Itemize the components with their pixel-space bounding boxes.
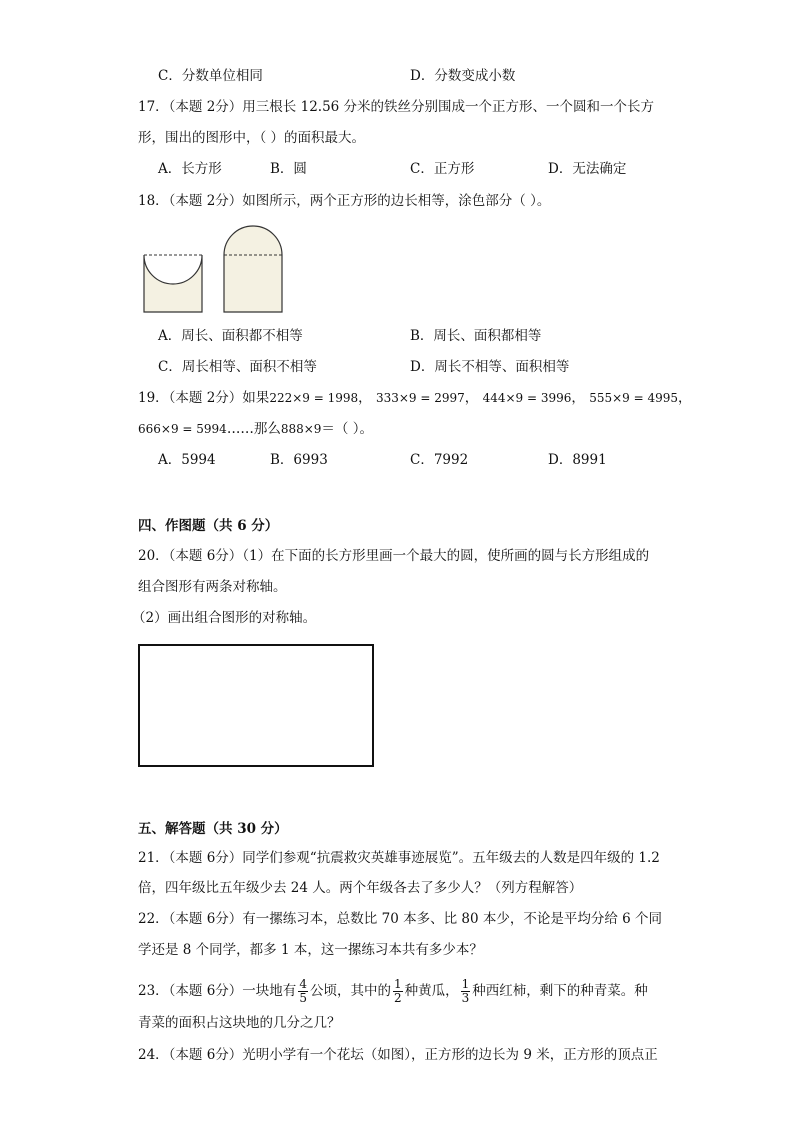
q23-fraction-3-num: 1	[461, 977, 470, 991]
q18-text-line1: 18．（本题 2分）如图所示，两个正方形的边长相等，涂色部分（ ）。	[138, 193, 551, 209]
q23-part-c: 种黄瓜，	[404, 983, 459, 999]
q23-part-d: 种西红柿，剩下的种青菜。种	[472, 983, 648, 999]
q23-fraction-1	[298, 978, 308, 1005]
q17-text-line1: 17．（本题 2分）用三根长 12.56 分米的铁丝分别围成一个正方形、一个圆和一个长方	[138, 99, 655, 115]
q19-eq4: 555×9 = 4995	[589, 391, 679, 405]
q17-option-c: C．正方形	[410, 161, 475, 177]
q18-shape-left	[144, 255, 202, 312]
q19-text-line1: 19．（本题 2分）如果222×9 = 1998， 333×9 = 2997， 444×9 = 3996， 555×9 = 4995，	[138, 390, 692, 406]
q18-option-c: C．周长相等、面积不相等	[158, 359, 317, 375]
section5-title: 五、解答题（共 30 分）	[138, 821, 288, 837]
q21-text-line1: 21．（本题 6分）同学们参观“抗震救灾英雄事迹展览”。五年级去的人数是四年级的 1.2	[138, 850, 660, 866]
q18-option-d: D．周长不相等、面积相等	[410, 359, 570, 375]
q23-fraction-2	[393, 978, 403, 1005]
q19-option-d: D．8991	[548, 452, 607, 468]
q16-option-d: D．分数变成小数	[410, 68, 516, 84]
q23-fraction-1-num: 4	[299, 977, 307, 991]
q17-text-line2: 形，围出的图形中，（ ）的面积最大。	[138, 130, 366, 146]
q19-eq3: 444×9 = 3996	[482, 391, 572, 405]
q22-text-line2: 学还是 8 个同学，都多 1 本，这一摞练习本共有多少本？	[138, 942, 483, 958]
q19-text-line2	[138, 419, 373, 439]
section4-title: 四、作图题（共 6 分）	[138, 518, 279, 534]
q22-text-line1: 22．（本题 6分）有一摞练习本，总数比 70 本多、比 80 本少，不论是平均分给 6 个同	[138, 911, 663, 927]
q19-eq5: 666×9 = 5994	[138, 422, 227, 436]
q18-shape-right	[224, 226, 282, 312]
q23-fraction-2-den: 2	[393, 991, 402, 1005]
q23-fraction-1-den: 5	[299, 991, 307, 1005]
q19-eq2: 333×9 = 2997	[375, 391, 465, 405]
q20-text-line3: （2）画出组合图形的对称轴。	[132, 610, 317, 626]
q23-part-a: 23．（本题 6分）一块地有	[138, 983, 297, 999]
q23-fraction-3-den: 3	[461, 991, 470, 1005]
q18-option-b: B．周长、面积都相等	[410, 328, 542, 344]
q20-text-line1: 20．（本题 6分）（1）在下面的长方形里画一个最大的圆，使所画的圆与长方形组成的	[138, 548, 650, 564]
q17-option-b: B．圆	[270, 161, 307, 177]
q19-option-a: A．5994	[158, 452, 216, 468]
q23-fraction-3	[461, 978, 471, 1005]
q19-mid: ……那么	[226, 421, 281, 437]
q19-option-b: B．6993	[270, 452, 328, 468]
q24-text-line1: 24．（本题 6分）光明小学有一个花坛（如图），正方形的边长为 9 米，正方形的顶点正	[138, 1047, 658, 1063]
q23-part-b: 公顷，其中的	[309, 983, 391, 999]
q17-option-d: D．无法确定	[548, 161, 627, 177]
q18-option-a: A．周长、面积都不相等	[158, 328, 303, 344]
q16-option-c: C．分数单位相同	[158, 68, 263, 84]
q19-eq6: 888×9	[280, 422, 322, 436]
q23-text-line2: 青菜的面积占这块地的几分之几？	[138, 1015, 341, 1031]
q20-drawing-rectangle	[138, 644, 374, 767]
q20-text-line2: 组合图形有两条对称轴。	[138, 579, 287, 595]
q17-option-a: A．长方形	[158, 161, 222, 177]
q19-eq1: 222×9 = 1998	[269, 391, 359, 405]
q23-fraction-2-num: 1	[393, 977, 402, 991]
q23-text-line1	[138, 978, 648, 1005]
q21-text-line2: 倍，四年级比五年级少去 24 人。两个年级各去了多少人？（列方程解答）	[138, 880, 583, 896]
q19-suffix: ＝（ ）。	[321, 421, 373, 437]
q19-option-c: C．7992	[410, 452, 469, 468]
q19-prefix: 19．（本题 2分）如果	[138, 390, 270, 406]
q18-figure	[140, 222, 290, 316]
